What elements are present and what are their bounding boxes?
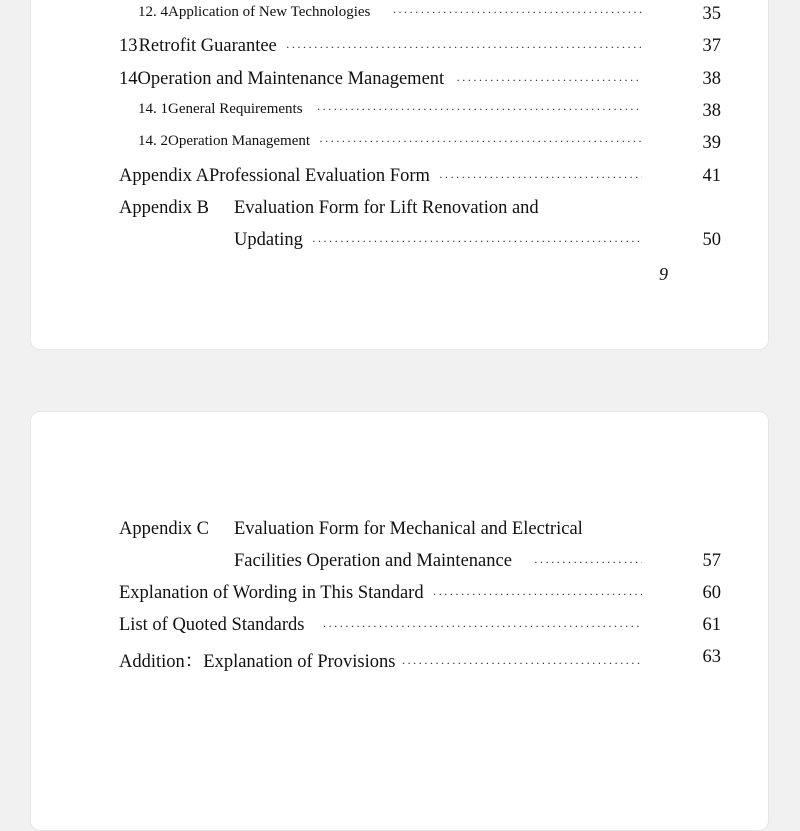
- toc-entry-quoted-standards[interactable]: [31, 615, 770, 641]
- page-number: 35: [702, 4, 721, 24]
- page-number: 38: [702, 69, 721, 89]
- page-number: 60: [702, 583, 721, 603]
- toc-entry-14-2[interactable]: [31, 133, 770, 159]
- entry-title: Explanation of Wording in This Standard: [119, 583, 424, 603]
- dot-leader: [312, 235, 642, 247]
- section-number: 14. 2: [138, 133, 168, 149]
- dot-leader: [456, 74, 642, 86]
- toc-entry-appendix-c-continued[interactable]: [31, 551, 770, 577]
- page-number: 50: [702, 230, 721, 250]
- appendix-title-continued: Updating: [234, 230, 303, 250]
- entry-title: List of Quoted Standards: [119, 615, 305, 635]
- dot-leader: [534, 556, 642, 568]
- page-number: 61: [702, 615, 721, 635]
- toc-entry-appendix-b[interactable]: [31, 198, 770, 224]
- dot-leader: [323, 620, 643, 632]
- entry-title: Addition：Explanation of Provisions: [119, 652, 396, 672]
- chapter-title: Operation and Maintenance Management: [137, 69, 445, 89]
- toc-entry-appendix-b-continued[interactable]: [31, 230, 770, 256]
- section-number: 12. 4: [138, 4, 168, 20]
- appendix-title: Professional Evaluation Form: [208, 166, 430, 186]
- appendix-title: Evaluation Form for Mechanical and Electrical: [234, 519, 583, 539]
- toc-entry-13[interactable]: [31, 36, 770, 62]
- dot-leader: [439, 171, 642, 183]
- page-number: 37: [702, 36, 721, 56]
- toc-entry-14-1[interactable]: [31, 101, 770, 127]
- page-number: 41: [702, 166, 721, 186]
- dot-leader: [433, 588, 642, 600]
- page-number: 57: [702, 551, 721, 571]
- appendix-title-continued: Facilities Operation and Maintenance: [234, 551, 512, 571]
- toc-entry-explanation-of-wording[interactable]: [31, 583, 770, 609]
- dot-leader: [317, 103, 642, 115]
- dot-leader: [319, 135, 642, 147]
- appendix-label: Appendix B: [119, 198, 209, 218]
- toc-entry-14[interactable]: [31, 69, 770, 95]
- section-title: Application of New Technologies: [168, 4, 371, 20]
- dot-leader: [401, 657, 642, 669]
- section-title: Operation Management: [168, 133, 311, 149]
- toc-entry-explanation-of-provisions[interactable]: [31, 647, 770, 673]
- folio-page-number: 9: [659, 264, 668, 284]
- chapter-number: 13: [119, 36, 138, 56]
- chapter-number: 14: [119, 69, 138, 89]
- toc-entry-12-4[interactable]: [31, 4, 770, 30]
- dot-leader: [392, 6, 642, 18]
- page-number: 39: [702, 133, 721, 153]
- page-number: 38: [702, 101, 721, 121]
- chapter-title: Retrofit Guarantee: [138, 36, 277, 56]
- page-number: 63: [702, 647, 721, 667]
- appendix-label: Appendix A: [119, 166, 209, 186]
- toc-entry-appendix-a[interactable]: [31, 166, 770, 192]
- dot-leader: [286, 41, 642, 53]
- appendix-label: Appendix C: [119, 519, 209, 539]
- page-card-1: [30, 0, 769, 350]
- toc-entry-appendix-c[interactable]: [31, 519, 770, 545]
- page-card-2: [30, 411, 769, 831]
- appendix-title: Evaluation Form for Lift Renovation and: [234, 198, 539, 218]
- section-title: General Requirements: [168, 101, 303, 117]
- section-number: 14. 1: [138, 101, 168, 117]
